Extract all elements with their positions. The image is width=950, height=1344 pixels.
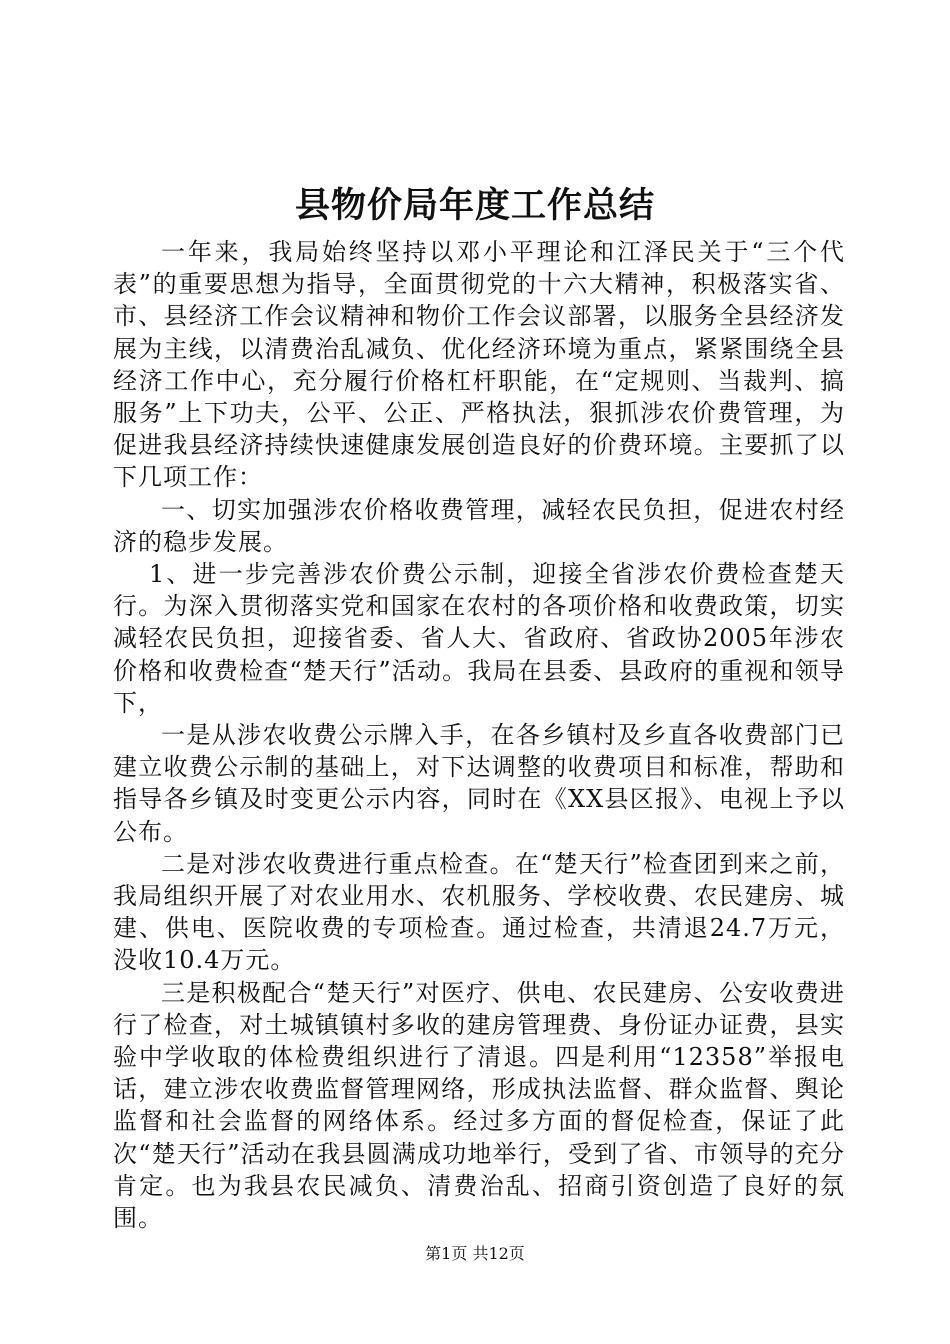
page-number-footer: 第1页 共12页 (425, 1244, 525, 1263)
document-body (113, 236, 845, 1234)
document-title: 县物价局年度工作总结 (294, 186, 655, 226)
paragraph-section-1-heading: 一、切实加强涉农价格收费管理，减轻农民负担，促进农村经济的稳步发展。 (113, 495, 845, 556)
paragraph-point-2: 二是对涉农收费进行重点检查。在“楚天行”检查团到来之前，我局组织开展了对农业用水、农机服务、学校收费、农民建房、城建、供电、医院收费的专项检查。通过检查，共清退24.7万元，没收10.4万元。 (113, 849, 845, 975)
paragraph-point-1: 一是从涉农收费公示牌入手，在各乡镇村及乡直各收费部门已建立收费公示制的基础上，对下达调整的收费项目和标准，帮助和指导各乡镇及时变更公示内容，同时在《XX县区报》、电视上予以公布。 (113, 721, 845, 846)
paragraph-point-3: 三是积极配合“楚天行”对医疗、供电、农民建房、公安收费进行了检查，对土城镇镇村多收的建房管理费、身份证办证费，县实验中学收取的体检费组织进行了清退。四是利用“12358”举报电话，建立涉农收费监督管理网络，形成执法监督、群众监督、舆论监督和社会监督的网络体系。经过多方面的督促检查，保证了此次“楚天行”活动在我县圆满成功地举行，受到了省、市领导的充分肯定。也为我县农民减负、清费治乱、招商引资创造了良好的氛围。 (113, 978, 845, 1233)
paragraph-item-1: 1、进一步完善涉农价费公示制，迎接全省涉农价费检查楚天行。为深入贯彻落实党和国家在农村的各项价格和收费政策，切实减轻农民负担，迎接省委、省人大、省政府、省政协2005年涉农价格和收费检查“楚天行”活动。我局在县委、县政府的重视和领导下， (113, 560, 845, 717)
paragraph-intro: 一年来，我局始终坚持以邓小平理论和江泽民关于“三个代表”的重要思想为指导，全面贯彻党的十六大精神，积极落实省、市、县经济工作会议精神和物价工作会议部署，以服务全县经济发展为主线，以清费治乱减负、优化经济环境为重点，紧紧围绕全县经济工作中心，充分履行价格杠杆职能，在“定规则、当裁判、搞服务”上下功夫，公平、公正、严格执法，狠抓涉农价费管理，为促进我县经济持续快速健康发展创造良好的价费环境。主要抓了以下几项工作： (113, 238, 845, 492)
